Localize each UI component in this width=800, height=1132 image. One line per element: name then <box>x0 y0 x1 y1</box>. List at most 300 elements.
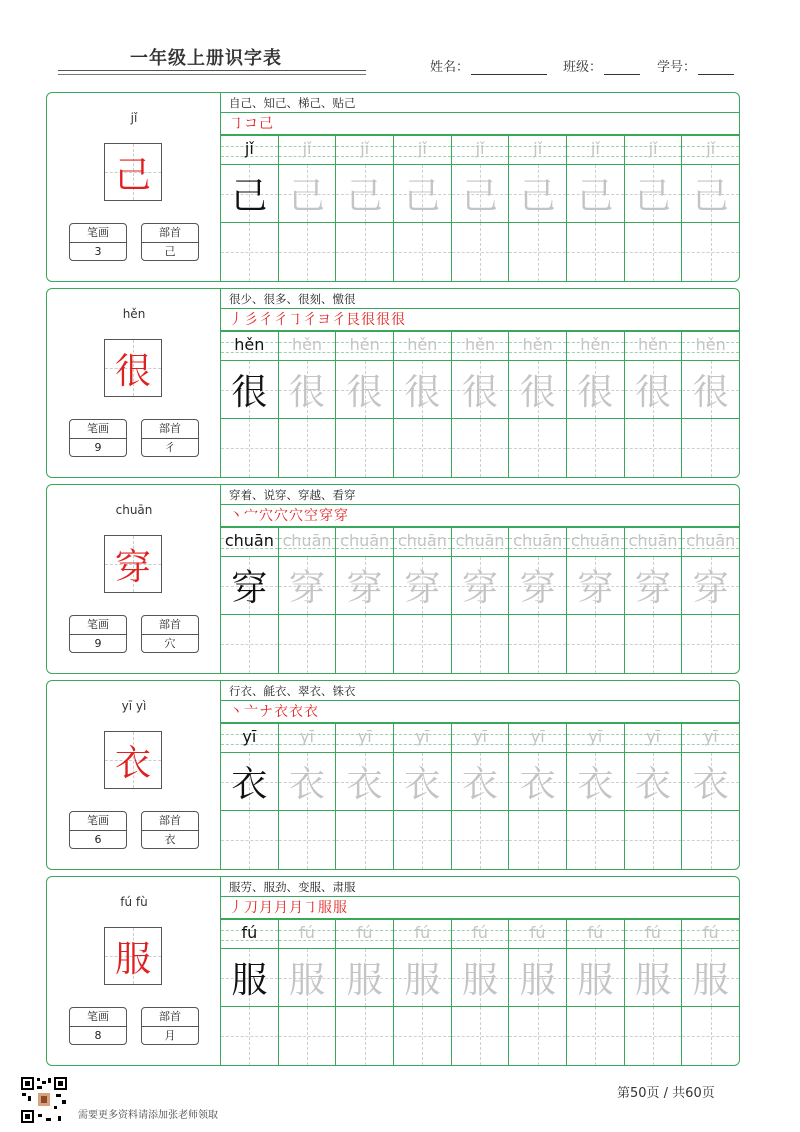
writing-cell[interactable] <box>452 361 510 418</box>
character-pinyin: yī yì <box>121 699 147 713</box>
stroke-step: 很 <box>391 312 405 328</box>
writing-cell[interactable] <box>452 557 510 614</box>
pinyin-trace: jǐ <box>417 139 427 158</box>
radical-label: 部首 <box>142 224 198 243</box>
writing-cell[interactable] <box>279 949 337 1006</box>
stroke-step: 穿 <box>319 508 333 524</box>
pinyin-trace: fú <box>299 923 315 942</box>
pinyin-trace: yī <box>300 727 314 746</box>
character-glyph: 己 <box>114 154 151 196</box>
blank-writing-cell[interactable] <box>682 223 739 281</box>
class-field[interactable] <box>563 56 640 75</box>
radical-value: 月 <box>164 1029 176 1042</box>
character-box <box>104 731 162 789</box>
page-header <box>0 0 800 90</box>
writing-cell[interactable] <box>625 165 683 222</box>
char-trace: 很 <box>404 372 441 413</box>
pinyin-trace: fú <box>645 923 661 942</box>
footer-note: 需要更多资料请添加张老师领取 <box>78 1110 218 1121</box>
blank-writing-cell[interactable] <box>394 1007 452 1065</box>
writing-cell[interactable] <box>509 753 567 810</box>
pinyin-cell[interactable] <box>682 920 739 948</box>
example-words: 穿着、说穿、穿越、看穿 <box>221 485 739 505</box>
title-underline <box>58 70 366 71</box>
blank-writing-cell[interactable] <box>394 419 452 477</box>
pinyin-cell[interactable] <box>221 920 279 948</box>
pinyin-cell[interactable] <box>452 528 510 556</box>
blank-writing-cell[interactable] <box>452 811 510 869</box>
pinyin-trace: jǐ <box>648 139 658 158</box>
pinyin-trace: yī <box>588 727 603 746</box>
pinyin-cell[interactable] <box>336 332 394 360</box>
stroke-step: 衣 <box>304 704 318 720</box>
writing-cell[interactable] <box>221 361 279 418</box>
name-label: 姓名： <box>430 60 470 75</box>
blank-writing-cell[interactable] <box>336 1007 394 1065</box>
radical-label: 部首 <box>142 812 198 831</box>
pinyin-cell[interactable] <box>452 332 510 360</box>
pinyin-trace: fú <box>702 923 719 942</box>
pinyin-trace: yī <box>646 727 660 746</box>
blank-writing-cell[interactable] <box>682 419 739 477</box>
pinyin-trace: chuān <box>570 531 620 550</box>
writing-cell[interactable] <box>336 165 394 222</box>
pinyin-cell[interactable] <box>336 136 394 164</box>
number-label: 学号： <box>657 60 697 75</box>
writing-cell[interactable] <box>625 949 683 1006</box>
blank-writing-cell[interactable] <box>567 223 625 281</box>
blank-writing-cell[interactable] <box>567 419 625 477</box>
pinyin-trace: hěn <box>349 335 380 354</box>
class-label: 班级： <box>563 60 603 75</box>
writing-cell[interactable] <box>336 753 394 810</box>
char-trace: 衣 <box>692 764 729 805</box>
char-trace: 服 <box>692 960 729 1001</box>
stroke-count-value: 6 <box>94 833 102 846</box>
char-trace: 穿 <box>692 568 729 609</box>
radical-box <box>141 1007 199 1045</box>
trace-row <box>221 949 739 1007</box>
char-trace: 衣 <box>346 764 383 805</box>
trace-row <box>221 753 739 811</box>
pinyin-cell[interactable] <box>567 332 625 360</box>
blank-writing-cell[interactable] <box>509 223 567 281</box>
example-words: 服劳、服劲、变服、肃服 <box>221 877 739 897</box>
blank-writing-cell[interactable] <box>279 419 337 477</box>
blank-writing-cell[interactable] <box>394 811 452 869</box>
pinyin-trace: fú <box>472 923 488 942</box>
blank-writing-cell[interactable] <box>336 615 394 673</box>
practice-panel <box>221 93 739 281</box>
pinyin-cell[interactable] <box>394 920 452 948</box>
number-field[interactable] <box>657 56 734 75</box>
writing-cell[interactable] <box>336 949 394 1006</box>
title-underline-2 <box>58 74 366 75</box>
pinyin-trace: chuān <box>513 531 563 550</box>
writing-cell[interactable] <box>509 557 567 614</box>
blank-writing-cell[interactable] <box>509 811 567 869</box>
pinyin-model: hěn <box>234 335 265 354</box>
stroke-step: ㇆ <box>229 116 243 132</box>
pinyin-trace: jǐ <box>533 139 543 158</box>
character-card <box>46 484 740 674</box>
blank-writing-cell[interactable] <box>682 615 739 673</box>
pinyin-trace: fú <box>587 923 604 942</box>
writing-cell[interactable] <box>567 361 625 418</box>
writing-cell[interactable] <box>394 361 452 418</box>
char-trace: 衣 <box>404 764 441 805</box>
blank-writing-cell[interactable] <box>567 615 625 673</box>
blank-writing-cell[interactable] <box>221 223 279 281</box>
blank-writing-cell[interactable] <box>567 1007 625 1065</box>
character-pinyin: hěn <box>122 307 146 321</box>
blank-writing-cell[interactable] <box>221 419 279 477</box>
char-trace: 己 <box>346 176 383 217</box>
writing-cell[interactable] <box>336 361 394 418</box>
stroke-step: 刀 <box>244 900 258 916</box>
character-glyph: 衣 <box>114 742 151 784</box>
writing-cell[interactable] <box>682 949 739 1006</box>
character-box <box>104 143 162 201</box>
stroke-step: 月 <box>274 900 288 916</box>
pinyin-cell[interactable] <box>394 528 452 556</box>
writing-cell[interactable] <box>682 361 739 418</box>
stroke-count-label: 笔画 <box>70 616 126 635</box>
character-pinyin: chuān <box>115 503 153 517</box>
char-trace: 穿 <box>462 568 499 609</box>
pinyin-practice-row <box>221 135 739 165</box>
pinyin-cell[interactable] <box>509 136 567 164</box>
character-card <box>46 288 740 478</box>
blank-writing-cell[interactable] <box>567 811 625 869</box>
char-model: 穿 <box>231 568 268 609</box>
character-glyph: 服 <box>114 938 151 980</box>
blank-writing-cell[interactable] <box>452 223 510 281</box>
pinyin-cell[interactable] <box>625 724 683 752</box>
pinyin-cell[interactable] <box>509 920 567 948</box>
writing-cell[interactable] <box>567 165 625 222</box>
radical-box <box>141 615 199 653</box>
trace-row <box>221 361 739 419</box>
pinyin-cell[interactable] <box>567 528 625 556</box>
writing-cell[interactable] <box>394 557 452 614</box>
pinyin-cell[interactable] <box>279 724 337 752</box>
writing-cell[interactable] <box>682 753 739 810</box>
pinyin-model: yī <box>242 727 257 746</box>
blank-writing-cell[interactable] <box>452 615 510 673</box>
writing-cell[interactable] <box>509 949 567 1006</box>
stroke-step: 衣 <box>289 704 303 720</box>
character-info-panel <box>47 681 221 869</box>
stroke-step: 丿 <box>229 900 243 916</box>
writing-cell[interactable] <box>221 753 279 810</box>
pinyin-cell[interactable] <box>625 332 683 360</box>
pinyin-trace: hěn <box>637 335 669 354</box>
char-trace: 己 <box>462 176 499 217</box>
writing-cell[interactable] <box>279 361 337 418</box>
blank-writing-cell[interactable] <box>394 615 452 673</box>
radical-box <box>141 223 199 261</box>
pinyin-cell[interactable] <box>279 528 337 556</box>
character-pinyin: jǐ <box>130 111 138 125</box>
blank-writing-cell[interactable] <box>509 615 567 673</box>
blank-row <box>221 811 739 869</box>
pinyin-cell[interactable] <box>279 136 337 164</box>
blank-writing-cell[interactable] <box>336 811 394 869</box>
pinyin-cell[interactable] <box>394 136 452 164</box>
writing-cell[interactable] <box>279 753 337 810</box>
stroke-step: 彳㇆ <box>274 312 302 328</box>
trace-row <box>221 165 739 223</box>
blank-row <box>221 615 739 673</box>
blank-writing-cell[interactable] <box>221 1007 279 1065</box>
pinyin-trace: hěn <box>580 335 611 354</box>
pinyin-trace: chuān <box>686 531 736 550</box>
blank-writing-cell[interactable] <box>509 419 567 477</box>
blank-writing-cell[interactable] <box>279 223 337 281</box>
writing-cell[interactable] <box>509 165 567 222</box>
page-number: 第50页 / 共60页 <box>617 1086 715 1101</box>
char-trace: 己 <box>635 176 672 217</box>
pinyin-trace: yī <box>530 727 545 746</box>
char-trace: 服 <box>462 960 499 1001</box>
blank-writing-cell[interactable] <box>509 1007 567 1065</box>
blank-writing-cell[interactable] <box>394 223 452 281</box>
writing-cell[interactable] <box>279 165 337 222</box>
stroke-step: 穿 <box>334 508 348 524</box>
blank-writing-cell[interactable] <box>336 419 394 477</box>
char-trace: 己 <box>577 176 614 217</box>
pinyin-trace: chuān <box>455 531 505 550</box>
blank-writing-cell[interactable] <box>625 811 683 869</box>
pinyin-cell[interactable] <box>452 920 510 948</box>
radical-label: 部首 <box>142 420 198 439</box>
character-glyph: 很 <box>114 350 151 392</box>
char-trace: 己 <box>519 176 556 217</box>
char-model: 很 <box>231 372 268 413</box>
pinyin-cell[interactable] <box>452 724 510 752</box>
writing-cell[interactable] <box>394 165 452 222</box>
stroke-step: 穴 <box>259 508 273 524</box>
pinyin-cell[interactable] <box>567 136 625 164</box>
blank-writing-cell[interactable] <box>682 1007 739 1065</box>
pinyin-cell[interactable] <box>567 920 625 948</box>
char-trace: 很 <box>346 372 383 413</box>
radical-box <box>141 811 199 849</box>
char-trace: 很 <box>577 372 614 413</box>
pinyin-model: chuān <box>224 531 274 550</box>
pinyin-cell[interactable] <box>394 332 452 360</box>
char-trace: 衣 <box>635 764 672 805</box>
blank-writing-cell[interactable] <box>625 1007 683 1065</box>
stroke-order <box>221 701 739 723</box>
blank-writing-cell[interactable] <box>452 1007 510 1065</box>
pinyin-trace: chuān <box>282 531 332 550</box>
stroke-count-label: 笔画 <box>70 1008 126 1027</box>
char-trace: 穿 <box>404 568 441 609</box>
writing-cell[interactable] <box>567 557 625 614</box>
pinyin-trace: fú <box>356 923 373 942</box>
blank-writing-cell[interactable] <box>221 811 279 869</box>
example-words: 行衣、毹衣、翠衣、铢衣 <box>221 681 739 701</box>
char-trace: 衣 <box>462 764 499 805</box>
stroke-step: 己 <box>259 116 273 132</box>
writing-cell[interactable] <box>625 557 683 614</box>
character-info-panel <box>47 93 221 281</box>
stroke-step: 丿 <box>229 312 243 328</box>
pinyin-cell[interactable] <box>509 528 567 556</box>
char-trace: 服 <box>346 960 383 1001</box>
pinyin-cell[interactable] <box>509 332 567 360</box>
pinyin-trace: hěn <box>522 335 553 354</box>
radical-label: 部首 <box>142 616 198 635</box>
pinyin-trace: fú <box>414 923 431 942</box>
writing-cell[interactable] <box>625 361 683 418</box>
writing-cell[interactable] <box>221 165 279 222</box>
pinyin-practice-row <box>221 331 739 361</box>
pinyin-cell[interactable] <box>625 528 683 556</box>
writing-cell[interactable] <box>509 361 567 418</box>
writing-cell[interactable] <box>625 753 683 810</box>
stroke-step: 月㇆ <box>289 900 317 916</box>
char-trace: 穿 <box>577 568 614 609</box>
char-model: 服 <box>231 960 268 1001</box>
character-box <box>104 339 162 397</box>
stroke-step: 宀 <box>244 508 258 524</box>
pinyin-cell[interactable] <box>625 136 683 164</box>
class-blank[interactable] <box>604 60 640 75</box>
radical-value: 己 <box>164 245 176 258</box>
pinyin-cell[interactable] <box>221 332 279 360</box>
stroke-order <box>221 309 739 331</box>
writing-cell[interactable] <box>682 165 739 222</box>
char-trace: 很 <box>519 372 556 413</box>
char-trace: 己 <box>404 176 441 217</box>
character-card <box>46 680 740 870</box>
writing-cell[interactable] <box>567 949 625 1006</box>
radical-box <box>141 419 199 457</box>
blank-writing-cell[interactable] <box>279 1007 337 1065</box>
blank-writing-cell[interactable] <box>279 811 337 869</box>
stroke-count-label: 笔画 <box>70 420 126 439</box>
stroke-step: 穴 <box>274 508 288 524</box>
name-blank[interactable] <box>471 60 547 75</box>
pinyin-trace: yī <box>415 727 430 746</box>
pinyin-cell[interactable] <box>567 724 625 752</box>
pinyin-model: fú <box>241 923 258 942</box>
writing-cell[interactable] <box>221 949 279 1006</box>
char-trace: 服 <box>404 960 441 1001</box>
pinyin-cell[interactable] <box>682 724 739 752</box>
number-blank[interactable] <box>698 60 734 75</box>
stroke-step: 丶 <box>229 704 243 720</box>
pinyin-cell[interactable] <box>221 528 279 556</box>
char-trace: 很 <box>462 372 499 413</box>
writing-cell[interactable] <box>452 165 510 222</box>
pinyin-cell[interactable] <box>336 920 394 948</box>
stroke-step: 服 <box>318 900 332 916</box>
writing-cell[interactable] <box>279 557 337 614</box>
pinyin-cell[interactable] <box>394 724 452 752</box>
stroke-step: 彳ヨ <box>303 312 331 328</box>
char-trace: 己 <box>289 176 326 217</box>
stroke-step: 很 <box>376 312 390 328</box>
character-card <box>46 876 740 1066</box>
writing-cell[interactable] <box>336 557 394 614</box>
char-trace: 很 <box>635 372 672 413</box>
stroke-step: コ <box>244 116 258 132</box>
stroke-step: 服 <box>333 900 347 916</box>
char-trace: 己 <box>692 176 729 217</box>
writing-cell[interactable] <box>452 753 510 810</box>
pinyin-cell[interactable] <box>452 136 510 164</box>
pinyin-cell[interactable] <box>336 724 394 752</box>
stroke-order <box>221 113 739 135</box>
pinyin-trace: chuān <box>340 531 390 550</box>
character-glyph: 穿 <box>114 546 151 588</box>
blank-row <box>221 419 739 477</box>
writing-cell[interactable] <box>221 557 279 614</box>
writing-cell[interactable] <box>394 753 452 810</box>
stroke-step: 彳艮 <box>332 312 360 328</box>
blank-writing-cell[interactable] <box>279 615 337 673</box>
writing-cell[interactable] <box>682 557 739 614</box>
pinyin-trace: jǐ <box>706 139 716 158</box>
character-box <box>104 927 162 985</box>
pinyin-trace: jǐ <box>475 139 485 158</box>
pinyin-cell[interactable] <box>682 136 739 164</box>
char-trace: 穿 <box>346 568 383 609</box>
writing-cell[interactable] <box>394 949 452 1006</box>
stroke-count-label: 笔画 <box>70 224 126 243</box>
blank-writing-cell[interactable] <box>452 419 510 477</box>
writing-cell[interactable] <box>452 949 510 1006</box>
pinyin-cell[interactable] <box>279 332 337 360</box>
blank-writing-cell[interactable] <box>625 223 683 281</box>
stroke-step: 衣 <box>274 704 288 720</box>
pinyin-trace: chuān <box>397 531 447 550</box>
character-info-panel <box>47 289 221 477</box>
stroke-step: 月 <box>259 900 273 916</box>
blank-writing-cell[interactable] <box>336 223 394 281</box>
character-card <box>46 92 740 282</box>
practice-panel <box>221 877 739 1065</box>
pinyin-trace: jǐ <box>590 139 600 158</box>
pinyin-cell[interactable] <box>682 528 739 556</box>
pinyin-cell[interactable] <box>625 920 683 948</box>
pinyin-cell[interactable] <box>682 332 739 360</box>
pinyin-cell[interactable] <box>279 920 337 948</box>
blank-writing-cell[interactable] <box>625 419 683 477</box>
char-trace: 衣 <box>519 764 556 805</box>
pinyin-cell[interactable] <box>509 724 567 752</box>
writing-cell[interactable] <box>567 753 625 810</box>
blank-writing-cell[interactable] <box>682 811 739 869</box>
stroke-count-value: 9 <box>94 637 102 650</box>
blank-writing-cell[interactable] <box>221 615 279 673</box>
radical-label: 部首 <box>142 1008 198 1027</box>
pinyin-cell[interactable] <box>221 724 279 752</box>
pinyin-practice-row <box>221 527 739 557</box>
blank-writing-cell[interactable] <box>625 615 683 673</box>
stroke-step: 彳 <box>259 312 273 328</box>
pinyin-cell[interactable] <box>336 528 394 556</box>
name-field[interactable] <box>430 56 547 75</box>
stroke-step: 空 <box>304 508 318 524</box>
char-model: 衣 <box>231 764 268 805</box>
pinyin-cell[interactable] <box>221 136 279 164</box>
pinyin-practice-row <box>221 919 739 949</box>
